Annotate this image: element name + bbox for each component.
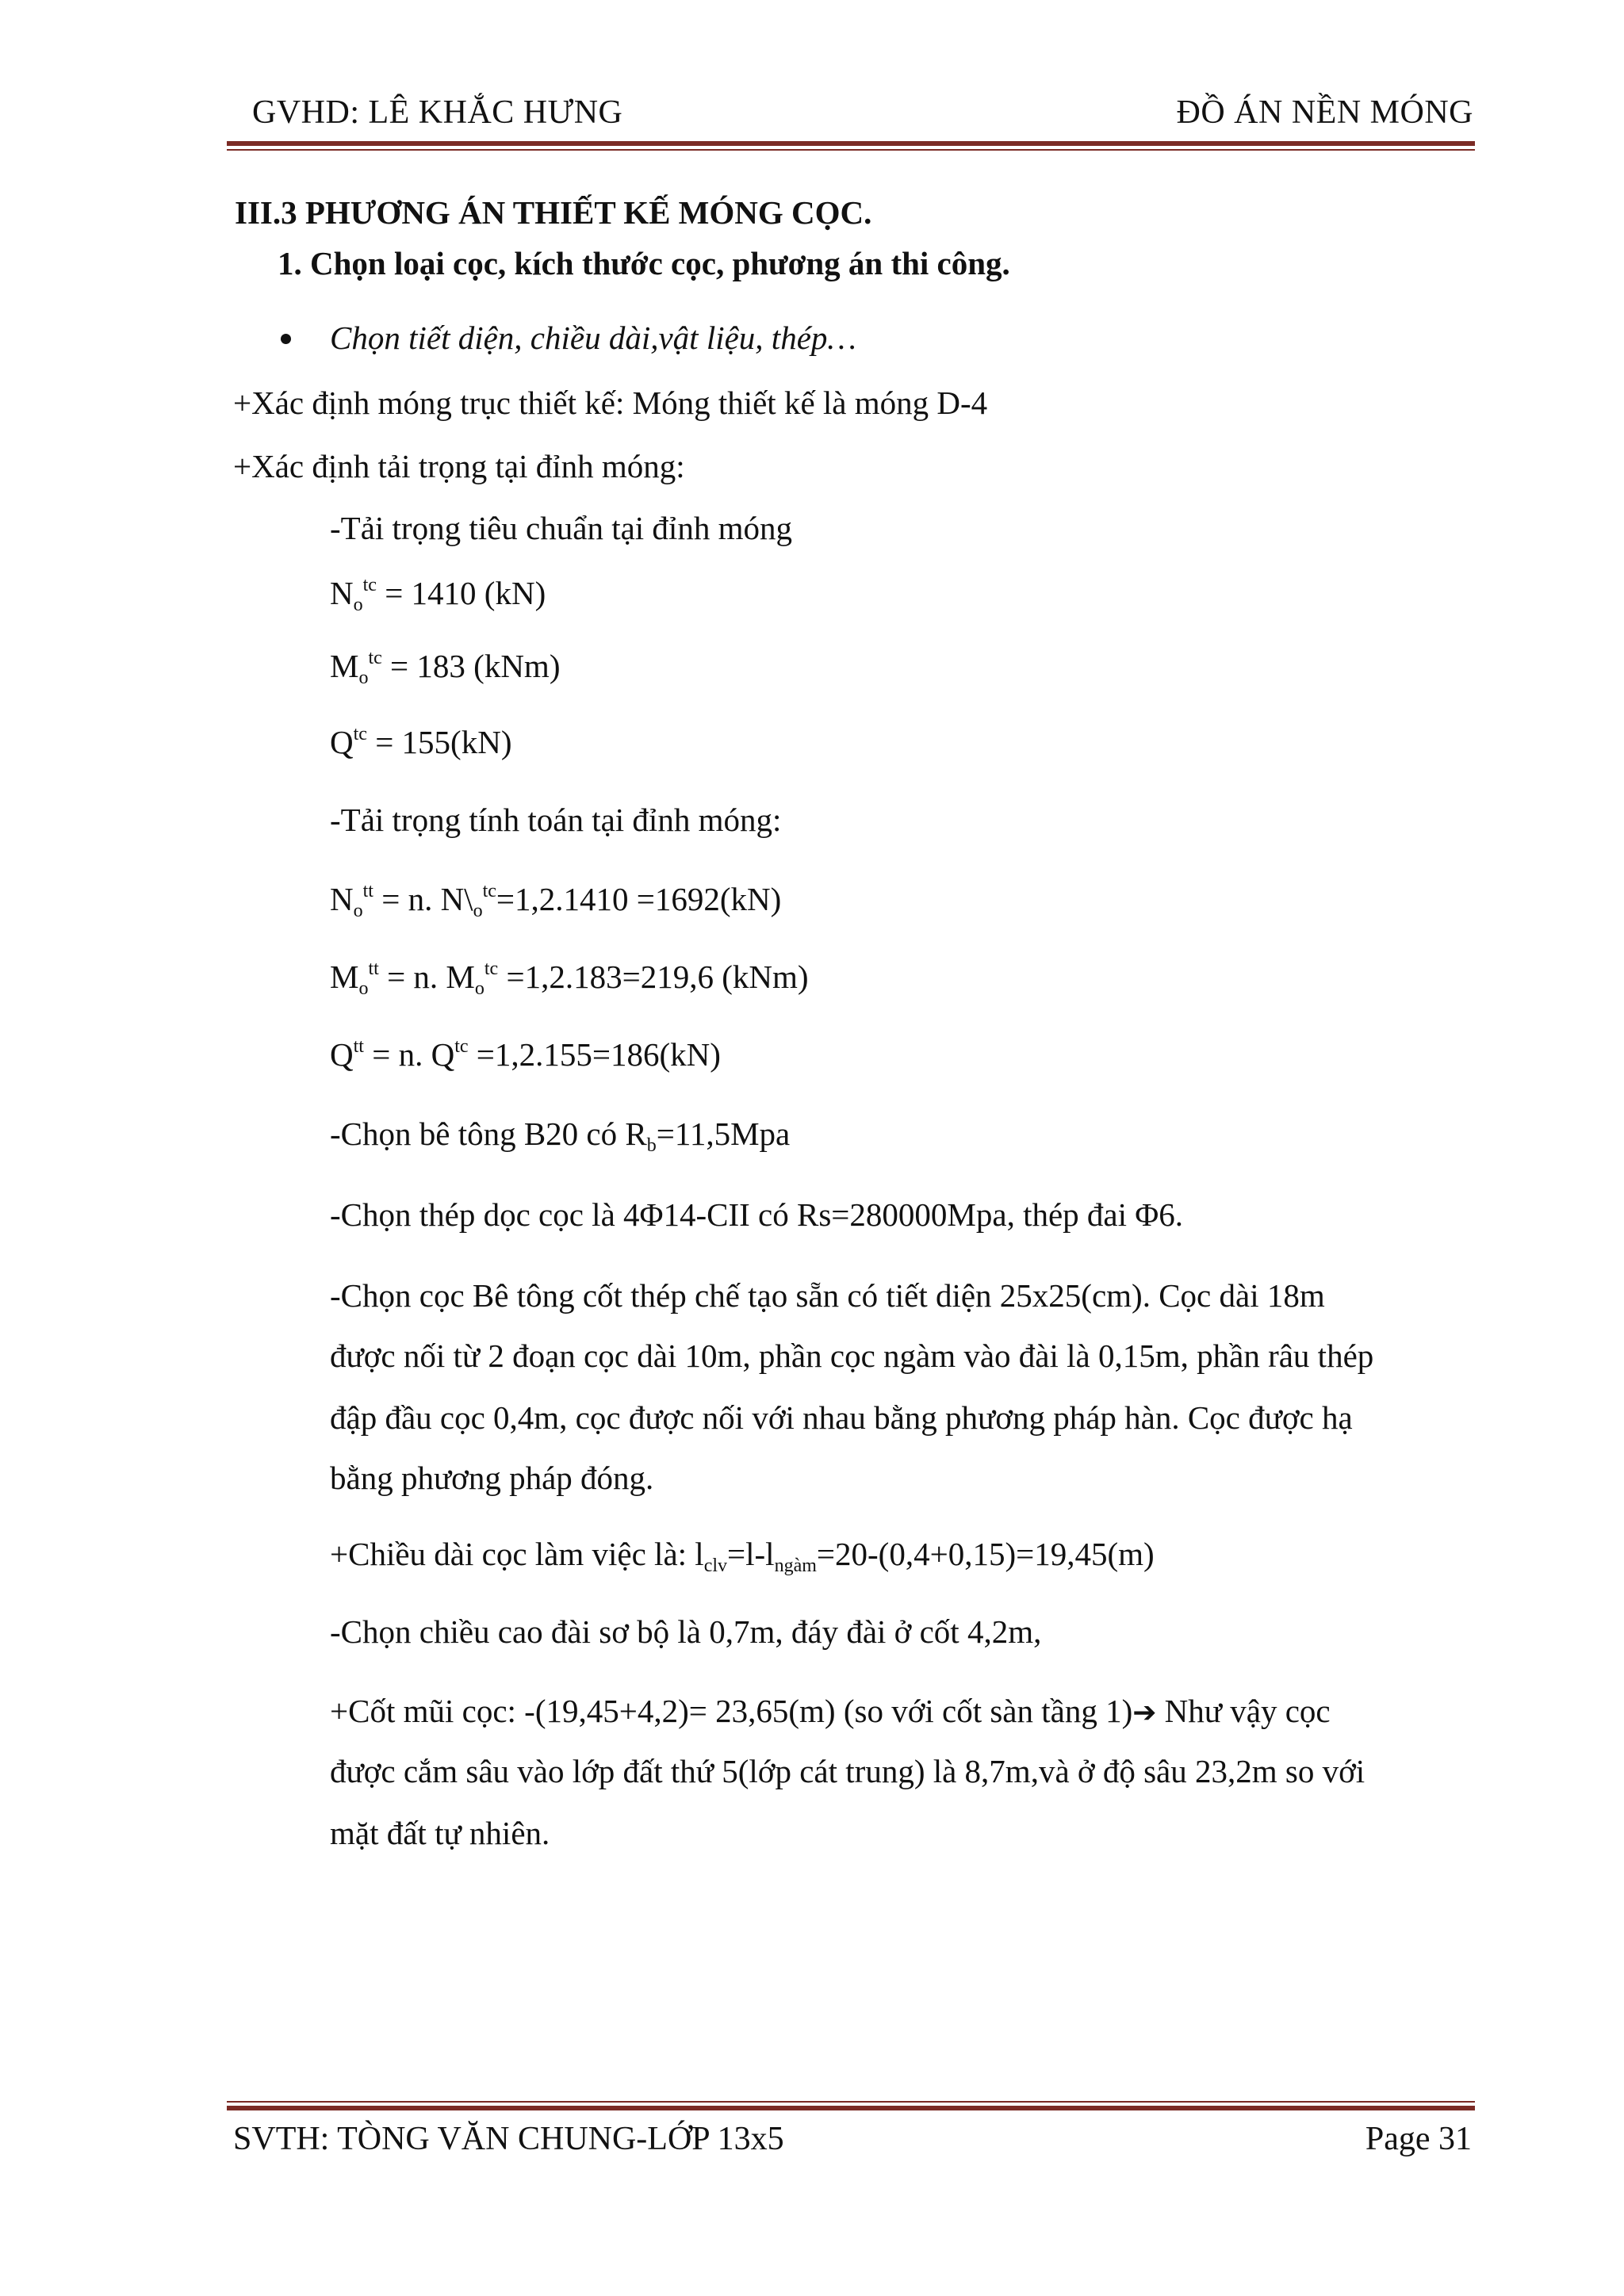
eq-tc-N: $N_o^{tc} = 1410$ (kN)	[330, 575, 546, 615]
cot-mui-line-2: được cắm sâu vào lớp đất thứ 5(lớp cát trung) là 8,7m,và ở độ sâu 23,2m so với	[330, 1753, 1365, 1789]
line-tai-trong: +Xác định tải trọng tại đỉnh móng:	[233, 448, 685, 484]
cot-mui-line-3: mặt đất tự nhiên.	[330, 1815, 550, 1851]
eq-tt-Q: $Q^{tt} = n$. $Q^{tc} =1,2.155=186(kN)$	[330, 1036, 721, 1073]
footer-page-number: Page 31	[1365, 2121, 1472, 2157]
line-thep: -Chọn thép dọc cọc là 4Φ14-CII có Rs=280000Mpa, thép đai Φ6.	[330, 1196, 1183, 1233]
header-rule-thin	[227, 149, 1475, 151]
right-arrow-icon: ➔	[1132, 1697, 1157, 1729]
line-betong: -Chọn bê tông B20 có $R_b=11,5Mpa$	[330, 1115, 791, 1156]
coc-line-1: -Chọn cọc Bê tông cốt thép chế tạo sẵn có tiết diện 25x25(cm). Cọc dài 18m	[330, 1277, 1325, 1314]
header-rule-thick	[227, 141, 1475, 146]
footer-student: SVTH: TÒNG VĂN CHUNG-LỚP 13x5	[233, 2121, 784, 2157]
coc-line-2: được nối từ 2 đoạn cọc dài 10m, phần cọc ngàm vào đài là 0,15m, phần râu thép	[330, 1337, 1374, 1374]
header-advisor: GVHD: LÊ KHẮC HƯNG	[252, 94, 623, 131]
tt-heading: -Tải trọng tính toán tại đỉnh móng:	[330, 802, 782, 838]
footer-rule-thin	[227, 2101, 1475, 2103]
coc-line-3: đập đầu cọc 0,4m, cọc được nối với nhau bằng phương pháp hàn. Cọc được hạ	[330, 1399, 1353, 1436]
bullet-dot-icon	[281, 334, 291, 344]
section-title: III.3 PHƯƠNG ÁN THIẾT KẾ MÓNG CỌC.	[235, 194, 872, 231]
eq-tc-Q: $Q^{tc} = 155(kN)$	[330, 724, 512, 760]
eq-tc-M: $M_o^{tc} = 183$ (kNm)	[330, 648, 561, 688]
footer-rule-thick	[227, 2106, 1475, 2110]
line-cot-mui-coc: +Cốt mũi cọc: -(19,45+4,2)= 23,65(m) (so với cốt sàn tầng 1)➔ Như vậy cọc	[330, 1693, 1331, 1729]
tc-heading: -Tải trọng tiêu chuẩn tại đỉnh móng	[330, 510, 792, 546]
header-project-title: ĐỒ ÁN NỀN MÓNG	[1176, 94, 1473, 131]
line-chieu-cao-dai: -Chọn chiều cao đài sơ bộ là 0,7m, đáy đài ở cốt 4,2m,	[330, 1613, 1042, 1650]
subsection-title: 1. Chọn loại cọc, kích thước cọc, phương án thi công.	[278, 245, 1010, 281]
coc-line-4: bằng phương pháp đóng.	[330, 1460, 654, 1496]
eq-tt-N: $N_o^{tt} = n$. $N\backslash_o^{tc}=1,2.1410 =1692(kN)$	[330, 881, 782, 921]
bullet-text: Chọn tiết diện, chiều dài,vật liệu, thép…	[330, 320, 856, 356]
line-chieu-dai-coc: +Chiều dài cọc làm việc là: $l_{clv}=l-l_{ngàm}=20-(0,4+0,15)=19,45(m)$	[330, 1536, 1155, 1576]
eq-tt-M: $M_o^{tt} = n$. $M_o^{tc} =1,2.183=219,6$ (kNm)	[330, 959, 809, 999]
line-mong-truc: +Xác định móng trục thiết kế: Móng thiết kế là móng D-4	[233, 385, 988, 421]
